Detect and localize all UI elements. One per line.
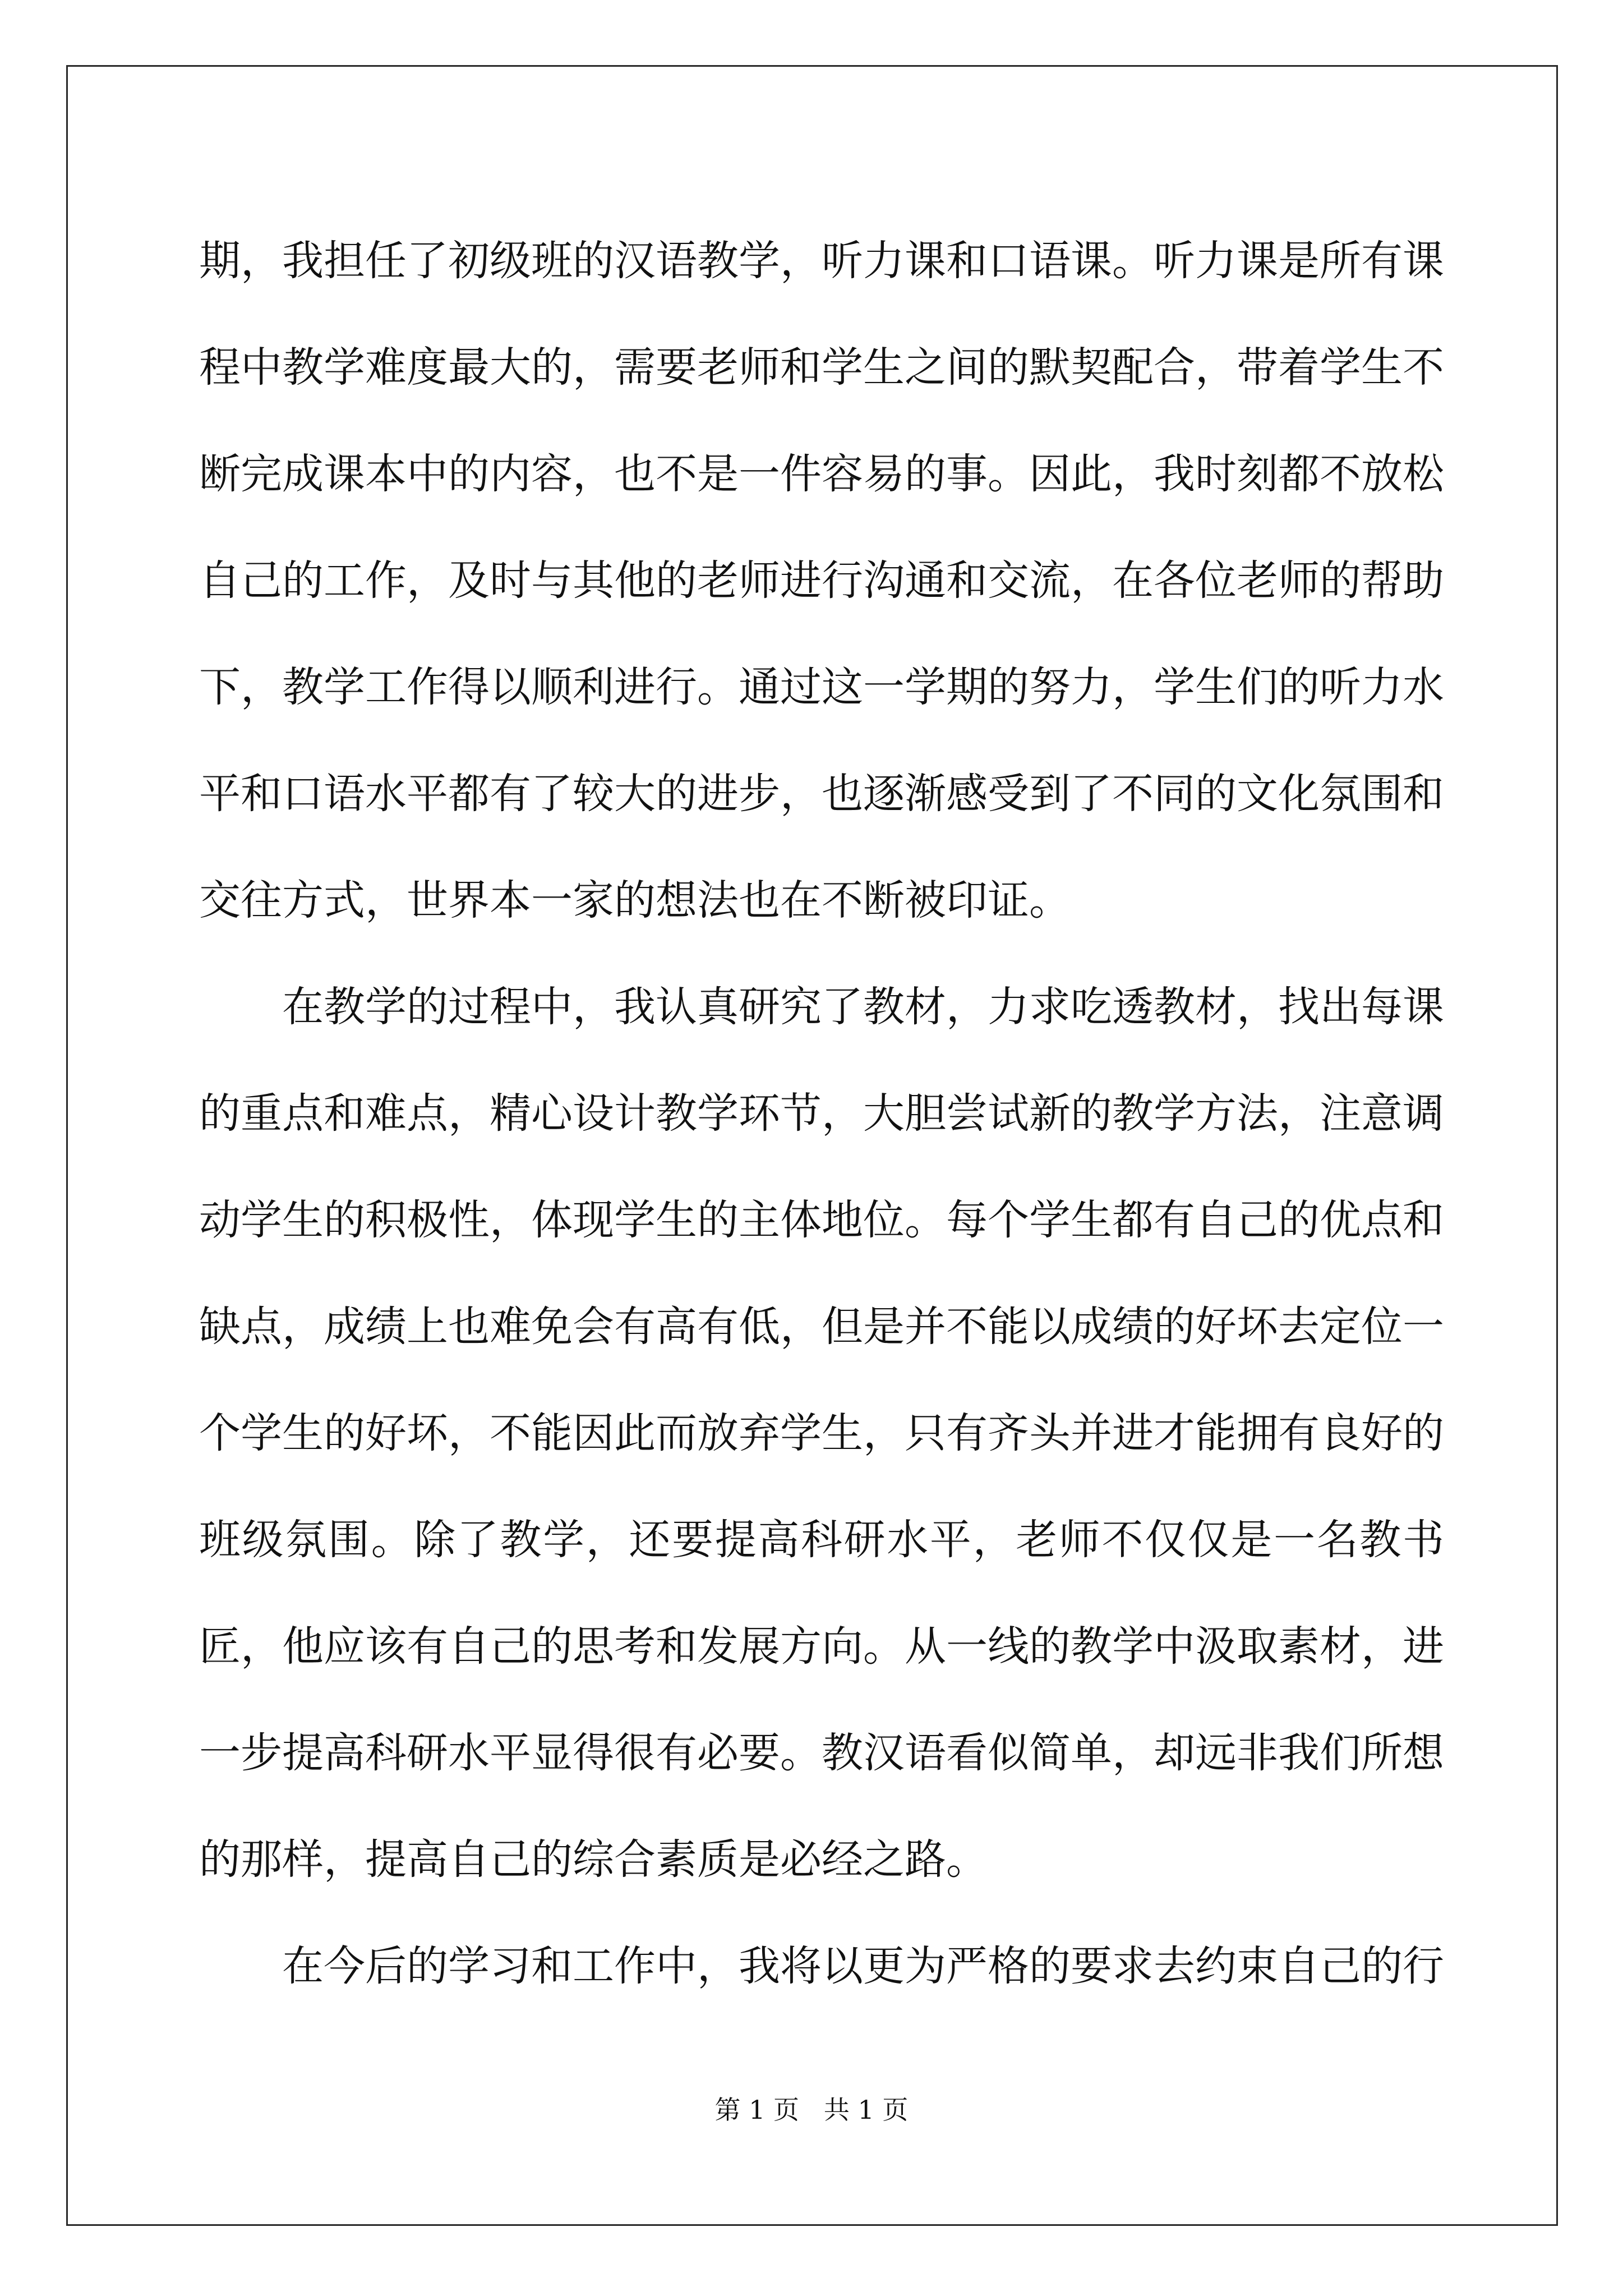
paragraph-1: 期，我担任了初级班的汉语教学，听力课和口语课。听力课是所有课程中教学难度最大的，需要老师和学生之间的默契配合，带着学生不断完成课本中的内容，也不是一件容易的事。因此，我时刻都不放松自己的工作，及时与其他的老师进行沟通和交流，在各位老师的帮助下，教学工作得以顺利进行。通过这一学期的努力，学生们的听力水平和口语水平都有了较大的进步，也逐渐感受到了不同的文化氛围和交往方式，世界本一家的想法也在不断被印证。 bbox=[199, 237, 1444, 924]
paragraph-2: 在教学的过程中，我认真研究了教材，力求吃透教材，找出每课的重点和难点，精心设计教学环节，大胆尝试新的教学方法，注意调动学生的积极性，体现学生的主体地位。每个学生都有自己的优点和缺点，成绩上也难免会有高有低，但是并不能以成绩的好坏去定位一个学生的好坏，不能因此而放弃学生，只有齐头并进才能拥有良好的班级氛围。除了教学，还要提高科研水平，老师不仅仅是一名教书匠，他应该有自己的思考和发展方向。从一线的教学中汲取素材，进一步提高科研水平显得很有必要。教汉语看似简单，却远非我们所想的那样，提高自己的综合素质是必经之路。 bbox=[199, 983, 1444, 1884]
document-body bbox=[199, 208, 1444, 2019]
page-footer: 第 1 页 共 1 页 bbox=[714, 2095, 909, 2125]
paragraph-3: 在今后的学习和工作中，我将以更为严格的要求去约束自己的行 bbox=[282, 1942, 1444, 1990]
